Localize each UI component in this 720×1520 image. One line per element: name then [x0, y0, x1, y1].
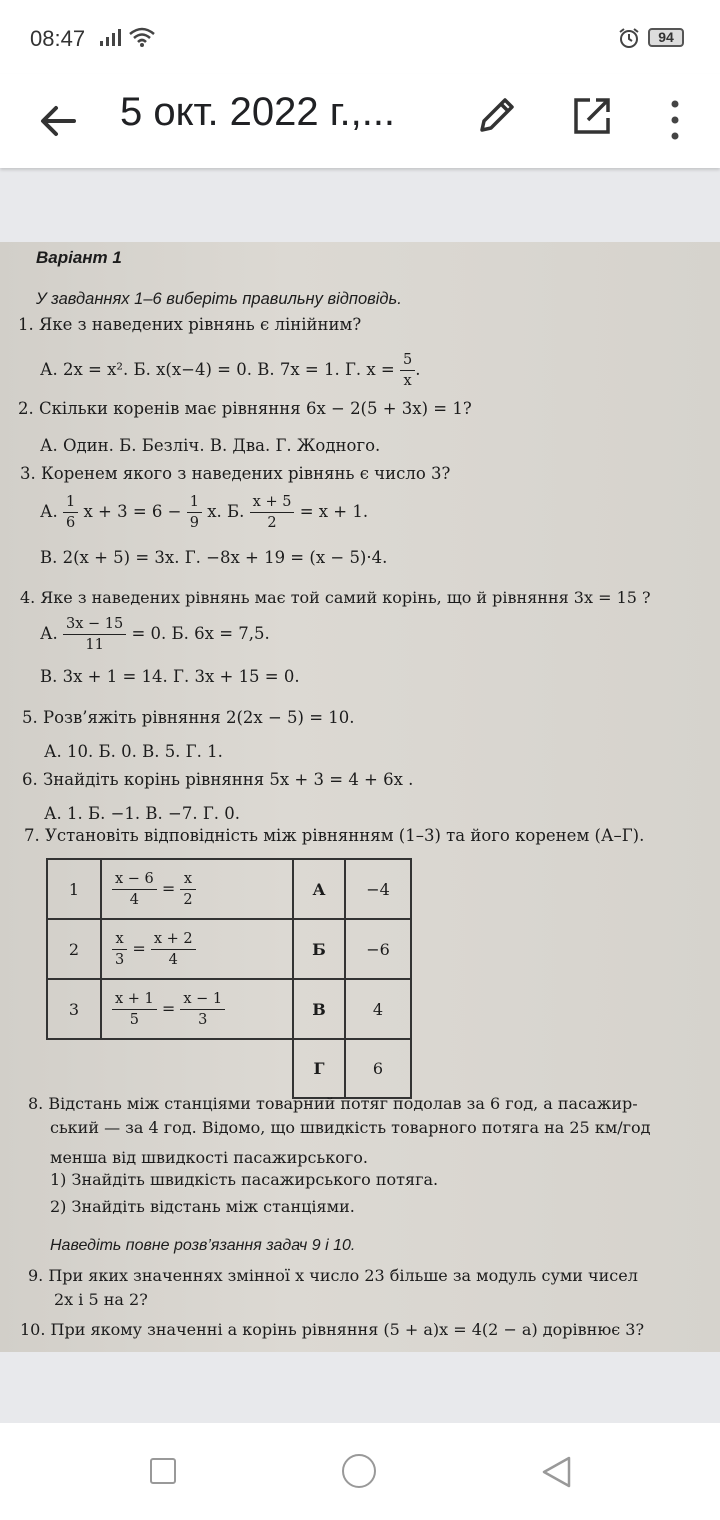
- question-7: 7. Установіть відповідність між рівнянням (1–3) та його коренем (А–Г).: [24, 826, 645, 845]
- question-9-line2: 2x і 5 на 2?: [54, 1290, 148, 1309]
- system-nav-bar: [0, 1423, 720, 1520]
- question-8-line3: менша від швидкості пасажирського.: [50, 1148, 368, 1167]
- question-8-item1: 1) Знайдіть швидкість пасажирського потяга.: [50, 1170, 439, 1189]
- back-triangle-icon[interactable]: [540, 1455, 572, 1489]
- question-1: 1. Яке з наведених рівнянь є лінійним?: [18, 315, 362, 334]
- question-6: 6. Знайдіть корінь рівняння 5x + 3 = 4 + 6x .: [22, 770, 414, 789]
- question-2-answers: А. Один. Б. Безліч. В. Два. Г. Жодного.: [40, 436, 381, 455]
- table-row: 2 $\frac{x}{3}$ = $\frac{x + 2}{4}$ Б −6: [47, 919, 411, 979]
- question-4: 4. Яке з наведених рівнянь має той самий корінь, що й рівняння 3x = 15 ?: [20, 588, 651, 607]
- home-icon[interactable]: [342, 1454, 376, 1488]
- question-4-answers-vg: В. 3x + 1 = 14. Г. 3x + 15 = 0.: [40, 667, 300, 686]
- table-row: 3 $\frac{x + 1}{5}$ = $\frac{x - 1}{3}$ В 4: [47, 979, 411, 1039]
- question-8-line1: 8. Відстань між станціями товарний потяг подолав за 6 год, а пасажир-: [28, 1094, 638, 1113]
- open-external-icon[interactable]: [570, 94, 614, 138]
- question-3-answers-ab: А. $\frac{1}{6}$ x + 3 = 6 − $\frac{1}{9}$ x. Б. $\frac{x + 5}{2}$ = x + 1.: [40, 494, 369, 531]
- wifi-icon: [128, 26, 156, 48]
- recent-apps-icon[interactable]: [150, 1458, 176, 1484]
- question-8-item2: 2) Знайдіть відстань між станціями.: [50, 1197, 355, 1216]
- question-4-answers-ab: А. $\frac{3x - 15}{11}$ = 0. Б. 6x = 7,5.: [40, 616, 270, 653]
- question-9-line1: 9. При яких значеннях змінної x число 23 більше за модуль суми чисел: [28, 1266, 638, 1285]
- question-8-line2: ський — за 4 год. Відомо, що швидкість товарного потяга на 25 км/год: [50, 1118, 651, 1137]
- signal-icon: [100, 28, 124, 46]
- document-photo: [0, 242, 720, 1352]
- status-bar: [0, 0, 720, 74]
- variant-heading: Варіант 1: [36, 248, 122, 267]
- instruction-1: У завданнях 1–6 виберіть правильну відповідь.: [36, 290, 402, 308]
- question-5-answers: А. 10. Б. 0. В. 5. Г. 1.: [44, 742, 223, 761]
- question-2: 2. Скільки коренів має рівняння 6x − 2(5 + 3x) = 1?: [18, 399, 472, 418]
- app-bar: [0, 74, 720, 168]
- status-time: 08:47: [30, 26, 86, 51]
- table-row: 1 $\frac{x - 6}{4}$ = $\frac{x}{2}$ А −4: [47, 859, 411, 919]
- question-10: 10. При якому значенні a корінь рівняння (5 + a)x = 4(2 − a) дорівнює 3?: [20, 1320, 645, 1339]
- page-title: 5 окт. 2022 г.,...: [120, 90, 396, 134]
- question-6-answers: А. 1. Б. −1. В. −7. Г. 0.: [44, 804, 240, 823]
- question-3: 3. Коренем якого з наведених рівнянь є число 3?: [20, 464, 451, 483]
- alarm-icon: [618, 27, 640, 49]
- pencil-edit-icon[interactable]: [474, 92, 520, 138]
- question-3-answers-vg: В. 2(x + 5) = 3x. Г. −8x + 19 = (x − 5)·4.: [40, 548, 388, 567]
- instruction-2: Наведіть повне розв’язання задач 9 і 10.: [50, 1237, 356, 1254]
- back-arrow-icon[interactable]: [34, 96, 84, 146]
- question-1-answers: А. 2x = x². Б. x(x−4) = 0. В. 7x = 1. Г. x = $\frac{5}{x}$ .: [40, 352, 421, 389]
- matching-table: [46, 858, 412, 1099]
- battery-indicator: 94: [648, 28, 684, 47]
- more-options-icon[interactable]: [660, 96, 690, 144]
- table-row: Г 6: [47, 1039, 411, 1098]
- question-5: 5. Розв’яжіть рівняння 2(2x − 5) = 10.: [22, 708, 355, 727]
